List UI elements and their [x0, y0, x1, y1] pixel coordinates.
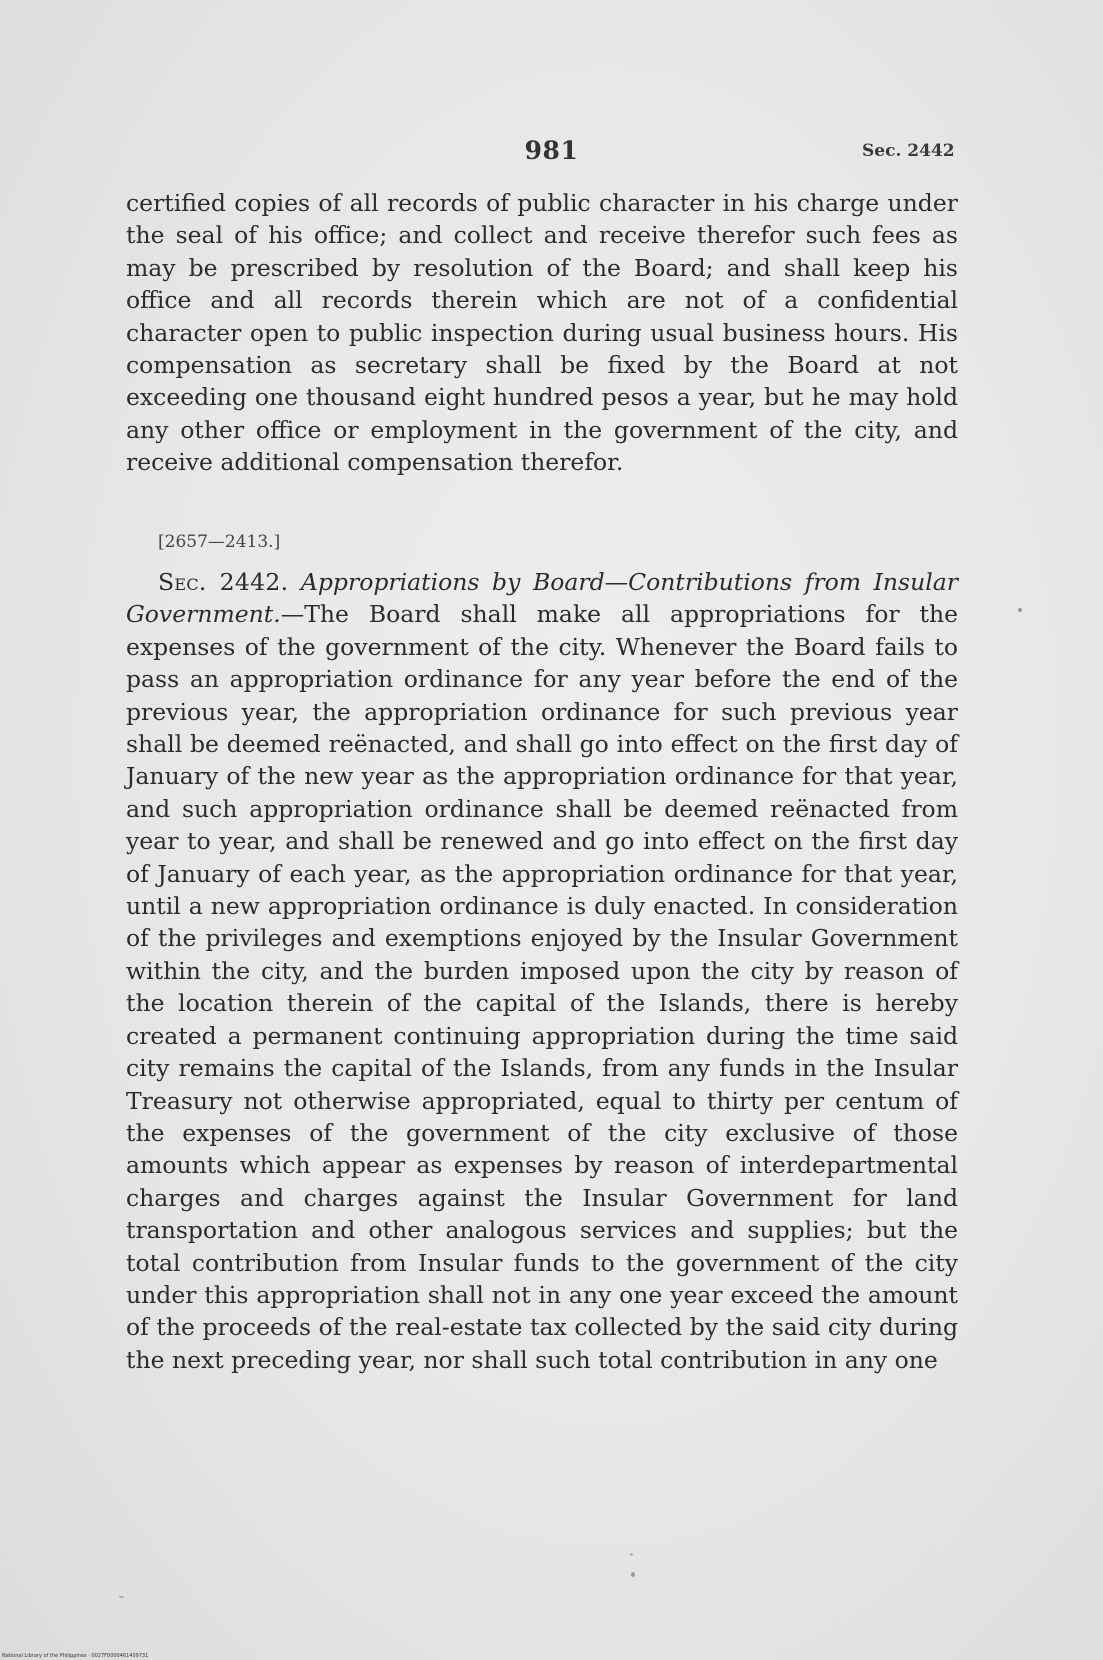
running-section-reference: Sec. 2442: [862, 141, 955, 161]
section-paragraph: [126, 566, 958, 1376]
paper-speck: [631, 1572, 635, 1577]
section-dash: —: [280, 600, 305, 629]
archive-stamp: National Library of the Philippines · 0027F0000461409731: [2, 1653, 149, 1659]
paper-speck: [630, 1553, 633, 1556]
section-2442: [126, 566, 958, 1376]
paper-speck: [119, 1596, 124, 1598]
statute-citation: [2657—2413.]: [158, 532, 281, 552]
page-number: 981: [524, 136, 579, 165]
paragraph-text: certified copies of all records of public character in his charge under the seal of his office; and collect and receive therefor such fees as may be prescribed by resolution of the Board; and shall keep his office and all records therein which are not of a confidential character open to public inspection during usual business hours. His compensation as secretary shall be fixed by the Board at not exceeding one thousand eight hundred pesos a year, but he may hold any other office or employment in the government of the city, and receive additional compensation therefor.: [126, 189, 958, 477]
continued-paragraph: [126, 187, 958, 479]
section-title: Appropriations by Board—Contributions from Insular Government.: [126, 568, 958, 629]
section-body: The Board shall make all appropriations for the expenses of the government of the city. Whenever the Board fails to pass an appropriation ordinance for any year before the end of the previous year, the appropriation ordinance for such previous year shall be deemed reënacted, and shall go into effect on the first day of January of the new year as the appropriation ordinance for that year, and such appropriation ordinance shall be deemed reënacted from year to year, and shall be renewed and go into effect on the first day of January of each year, as the appropriation ordinance for that year, until a new appropriation ordinance is duly enacted. In consideration of the privileges and exemptions enjoyed by the Insular Government within the city, and the burden imposed upon the city by reason of the location therein of the capital of the Islands, there is hereby created a permanent continuing appropriation during the time said city remains the capital of the Islands, from any funds in the Insular Treasury not otherwise appropriated, equal to thirty per centum of the expenses of the government of the city exclusive of those amounts which appear as expenses by reason of interdepartmental charges and charges against the Insular Government for land transportation and other analogous services and supplies; but the total contribution from Insular funds to the government of the city under this appropriation shall not in any one year exceed the amount of the proceeds of the real-estate tax collected by the said city during the next preceding year, nor shall such total contribution in any one: [126, 600, 958, 1374]
paper-speck: [1018, 608, 1022, 612]
section-label: Sec. 2442.: [158, 568, 289, 596]
